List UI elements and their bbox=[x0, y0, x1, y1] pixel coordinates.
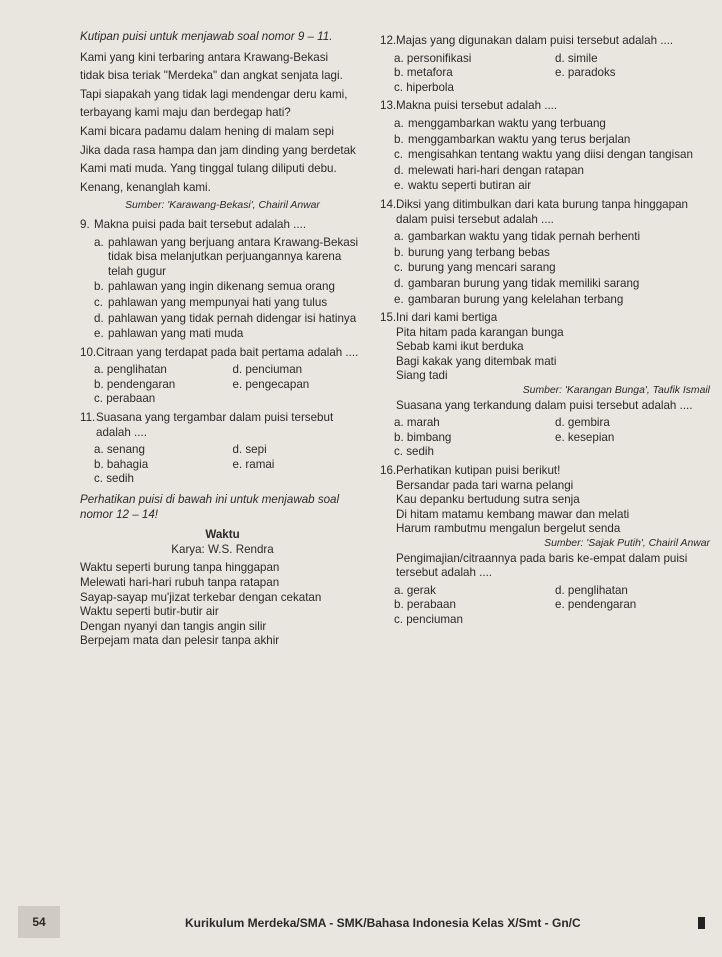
option[interactable]: a. gambarkan waktu yang tidak pernah berhenti bbox=[394, 230, 641, 244]
question-number: 11. bbox=[80, 411, 96, 425]
option[interactable]: c. hiperbola bbox=[394, 80, 454, 94]
question-text: Makna puisi pada bait tersebut adalah .... bbox=[94, 217, 307, 231]
poem-line: Bersandar pada tari warna pelangi bbox=[396, 478, 574, 492]
poem-line: Berpejam mata dan pelesir tanpa akhir bbox=[80, 634, 280, 648]
option[interactable]: d. gembira bbox=[555, 416, 610, 430]
option[interactable]: e. pahlawan yang mati muda bbox=[94, 327, 244, 341]
poem-line: Jika dada rasa hampa dan jam dinding yang berdetak bbox=[80, 143, 356, 157]
poem-line: terbayang kami maju dan berdegap hati? bbox=[80, 106, 291, 120]
poem-line: Sebab kami ikut berduka bbox=[396, 340, 524, 354]
option[interactable]: c. sedih bbox=[94, 472, 134, 486]
page-footer bbox=[0, 906, 722, 948]
option[interactable]: e. waktu seperti butiran air bbox=[394, 179, 532, 193]
options-q11 bbox=[94, 443, 365, 487]
option[interactable]: a. personifikasi bbox=[394, 51, 472, 65]
option[interactable]: d. melewati hari-hari dengan ratapan bbox=[394, 163, 584, 177]
poem-line: Ini dari kami bertiga bbox=[396, 311, 498, 325]
question-9 bbox=[80, 218, 365, 233]
options-q13 bbox=[394, 117, 710, 194]
option[interactable]: a. penglihatan bbox=[94, 363, 167, 377]
option[interactable]: d. penglihatan bbox=[555, 583, 628, 597]
poem-source: Sumber: 'Sajak Putih', Chairil Anwar bbox=[544, 538, 710, 549]
question-text: Pengimajian/citraannya pada baris ke-empat dalam puisi tersebut adalah .... bbox=[396, 551, 688, 580]
option[interactable]: c. mengisahkan tentang waktu yang diisi dengan tangisan bbox=[394, 148, 693, 162]
option[interactable]: b. metafora bbox=[394, 66, 453, 80]
footer-text: Kurikulum Merdeka/SMA - SMK/Bahasa Indonesia Kelas X/Smt - Gn/C bbox=[185, 916, 581, 930]
option[interactable]: c. penciuman bbox=[394, 612, 463, 626]
question-11 bbox=[80, 411, 365, 440]
option[interactable]: b. perabaan bbox=[394, 598, 456, 612]
question-12 bbox=[380, 34, 710, 49]
option[interactable]: d. pahlawan yang tidak pernah didengar isi hatinya bbox=[94, 311, 357, 325]
question-intro: Perhatikan kutipan puisi berikut! bbox=[396, 464, 561, 478]
question-number: 10. bbox=[80, 345, 97, 359]
question-number: 13. bbox=[380, 99, 397, 113]
option[interactable]: c. sedih bbox=[394, 445, 434, 459]
poem-line: Melewati hari-hari rubuh tanpa ratapan bbox=[80, 576, 280, 589]
question-text: Majas yang digunakan dalam puisi tersebut adalah .... bbox=[396, 34, 674, 47]
question-14 bbox=[380, 198, 710, 227]
question-number: 12. bbox=[380, 34, 397, 47]
question-text: Suasana yang tergambar dalam puisi tersebut adalah .... bbox=[96, 411, 334, 439]
poem-line: Sayap-sayap mu'jizat terkebar dengan cekatan bbox=[80, 590, 322, 604]
option[interactable]: b. burung yang terbang bebas bbox=[394, 245, 550, 259]
options-q15 bbox=[394, 416, 710, 460]
poem-line: Siang tadi bbox=[396, 369, 448, 383]
option[interactable]: e. pendengaran bbox=[555, 598, 637, 612]
page-number: 54 bbox=[18, 906, 60, 938]
question-15 bbox=[380, 311, 710, 413]
poem-line: tidak bisa teriak "Merdeka" dan angkat senjata lagi. bbox=[80, 69, 343, 83]
option[interactable]: d. sepi bbox=[232, 443, 267, 457]
options-q9 bbox=[94, 236, 365, 342]
option[interactable]: c. perabaan bbox=[94, 392, 156, 406]
option[interactable]: d. simile bbox=[555, 51, 598, 65]
question-16 bbox=[380, 464, 710, 581]
poem-source: Sumber: 'Karangan Bunga', Taufik Ismail bbox=[522, 385, 710, 397]
intro-q9-11: Kutipan puisi untuk menjawab soal nomor 9 – 11. bbox=[80, 30, 333, 43]
option[interactable]: b. bahagia bbox=[94, 457, 149, 471]
option[interactable]: b. pendengaran bbox=[94, 377, 176, 391]
option[interactable]: a. pahlawan yang berjuang antara Krawang-Bekasi tidak bisa melanjutkan perjuangannya karena telah gugur bbox=[94, 235, 359, 278]
option[interactable]: a. marah bbox=[394, 416, 440, 430]
poem-line: Kami mati muda. Yang tinggal tulang diliputi debu. bbox=[80, 162, 337, 176]
question-text: Makna puisi tersebut adalah .... bbox=[396, 99, 558, 113]
question-13 bbox=[380, 99, 710, 114]
poem-line: Kau depanku bertudung sutra senja bbox=[396, 493, 580, 507]
intro-q12-14: Perhatikan puisi di bawah ini untuk menjawab soal nomor 12 – 14! bbox=[80, 493, 340, 521]
options-q10 bbox=[94, 363, 365, 407]
poem-title: Waktu bbox=[205, 528, 240, 542]
question-number: 15. bbox=[380, 311, 397, 325]
option[interactable]: b. bimbang bbox=[394, 430, 452, 444]
option[interactable]: e. kesepian bbox=[555, 430, 615, 444]
option[interactable]: b. menggambarkan waktu yang terus berjalan bbox=[394, 132, 631, 146]
poem-line: Waktu seperti burung tanpa hinggapan bbox=[80, 561, 280, 575]
question-number: 14. bbox=[380, 197, 397, 211]
poem-line: Pita hitam pada karangan bunga bbox=[396, 325, 564, 339]
question-10 bbox=[80, 346, 365, 361]
poem-line: Bagi kakak yang ditembak mati bbox=[396, 354, 557, 368]
option[interactable]: b. pahlawan yang ingin dikenang semua orang bbox=[94, 280, 335, 294]
option[interactable]: e. paradoks bbox=[555, 66, 616, 80]
question-number: 16. bbox=[380, 464, 397, 478]
option[interactable]: e. gambaran burung yang kelelahan terbang bbox=[394, 292, 624, 306]
options-q12 bbox=[394, 52, 710, 96]
poem-line: Waktu seperti butir-butir air bbox=[80, 605, 219, 619]
option[interactable]: a. menggambarkan waktu yang terbuang bbox=[394, 116, 606, 130]
poem-source: Sumber: 'Karawang-Bekasi', Chairil Anwar bbox=[125, 200, 320, 212]
left-column bbox=[80, 30, 365, 649]
option[interactable]: d. gambaran burung yang tidak memiliki sarang bbox=[394, 276, 640, 290]
poem-line: Di hitam matamu kembang mawar dan melati bbox=[396, 507, 630, 521]
poem-line: Tapi siapakah yang tidak lagi mendengar deru kami, bbox=[80, 87, 348, 101]
option[interactable]: d. penciuman bbox=[232, 363, 303, 377]
poem-waktu bbox=[80, 561, 365, 649]
right-column bbox=[380, 30, 710, 632]
poem-line: Dengan nyanyi dan tangis angin silir bbox=[80, 619, 267, 633]
question-text: Citraan yang terdapat pada bait pertama adalah .... bbox=[96, 345, 359, 359]
option[interactable]: e. ramai bbox=[232, 457, 275, 471]
poem-karawang-bekasi bbox=[80, 51, 365, 196]
option[interactable]: e. pengecapan bbox=[232, 377, 310, 391]
poem-line: Harum rambutmu mengalun bergelut senda bbox=[396, 522, 621, 536]
question-text: Suasana yang terkandung dalam puisi tersebut adalah .... bbox=[396, 398, 693, 412]
poem-author: Karya: W.S. Rendra bbox=[171, 542, 274, 556]
poem-line: Kami bicara padamu dalam hening di malam sepi bbox=[80, 124, 334, 138]
poem-line: Kami yang kini terbaring antara Krawang-Bekasi bbox=[80, 50, 329, 64]
poem-line: Kenang, kenanglah kami. bbox=[80, 180, 211, 194]
option[interactable]: a. senang bbox=[94, 443, 145, 457]
footer-marker bbox=[698, 917, 705, 929]
question-text: Diksi yang ditimbulkan dari kata burung tanpa hinggapan dalam puisi tersebut adalah .... bbox=[396, 197, 688, 226]
option[interactable]: c. pahlawan yang mempunyai hati yang tulus bbox=[94, 295, 328, 309]
question-number: 9. bbox=[80, 217, 90, 231]
options-q16 bbox=[394, 584, 710, 628]
option[interactable]: a. gerak bbox=[394, 583, 436, 597]
option[interactable]: c. burung yang mencari sarang bbox=[394, 261, 556, 275]
options-q14 bbox=[394, 230, 710, 307]
